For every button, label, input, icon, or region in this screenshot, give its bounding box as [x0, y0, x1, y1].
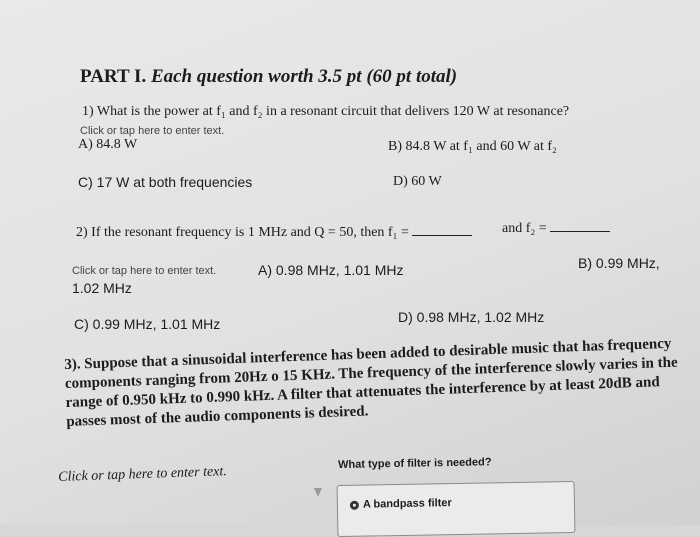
radio-selected-icon [350, 500, 359, 509]
q2-option-a[interactable]: A) 0.98 MHz, 1.01 MHz [258, 262, 404, 278]
f2-label: and f₂ = [502, 221, 547, 236]
q2-answer-field[interactable]: Click or tap here to enter text. [72, 265, 217, 277]
q3-dropdown-prompt: What type of filter is needed? [338, 456, 492, 471]
q3-answer-text: A bandpass filter [362, 497, 452, 511]
question-2 [76, 223, 472, 241]
question-3-text: 3). Suppose that a sinusoidal interference has been added to desirable music that has frequency components ranging from 20Hz o 15 KHz. The frequency of the interference slowly varies in the range of 0.950 kHz to 0.990 kHz. A filter that attenuates the interference by at least 20dB and passes most of the audio components is desired. [64, 335, 678, 430]
q2-option-b[interactable]: B) 0.99 MHz, [578, 255, 660, 271]
q1-option-d[interactable]: D) 60 W [393, 174, 442, 189]
q1-option-b[interactable]: B) 84.8 W at f₁ and 60 W at f₂ [388, 139, 557, 154]
q3-answer-dropdown[interactable] [337, 481, 576, 537]
question-1-text: 1) What is the power at f₁ and f₂ in a resonant circuit that delivers 120 W at resonance? [82, 104, 570, 119]
q2-option-d[interactable]: D) 0.98 MHz, 1.02 MHz [398, 309, 545, 325]
f2-blank[interactable] [550, 219, 610, 232]
part-label: PART I. [80, 66, 147, 87]
q3-answer-field[interactable]: Click or tap here to enter text. [58, 464, 228, 485]
part-title [80, 66, 457, 88]
part-description: Each question worth 3.5 pt (60 pt total) [150, 66, 458, 87]
q2-option-b-continued: 1.02 MHz [72, 280, 132, 296]
f1-blank[interactable] [412, 223, 472, 236]
q1-option-a[interactable]: A) 84.8 W [78, 137, 138, 152]
q1-answer-field[interactable]: Click or tap here to enter text. [80, 125, 225, 137]
q2-option-c[interactable]: C) 0.99 MHz, 1.01 MHz [74, 316, 221, 332]
question-2-f2 [502, 219, 610, 237]
question-2-text: 2) If the resonant frequency is 1 MHz and Q = 50, then f₁ = [76, 225, 409, 240]
pointer-arrow-icon [314, 488, 322, 497]
q3-selected-answer [350, 497, 452, 511]
q1-option-c[interactable]: C) 17 W at both frequencies [78, 174, 253, 190]
